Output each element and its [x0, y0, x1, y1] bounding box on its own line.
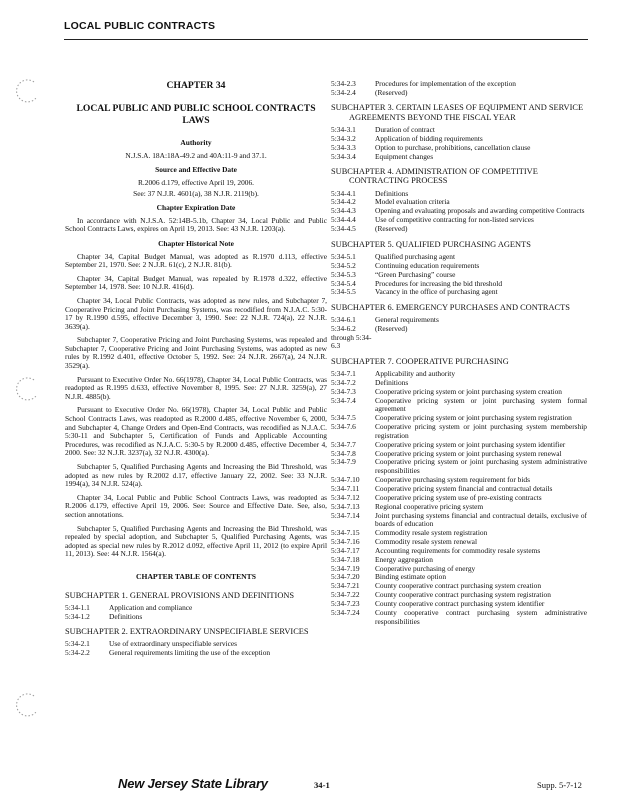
- section-number: 5:34-6.1: [331, 315, 356, 325]
- subchapter-title: SUBCHAPTER 3. CERTAIN LEASES OF EQUIPMENT AND SERVICE AGREEMENTS BEYOND THE FISCAL YEAR: [331, 103, 584, 122]
- history-paragraph: Pursuant to Executive Order No. 66(1978), Chapter 34, Local Public Contracts, was readopted as R.1995 d.633, effective November 8, 1995. See: 27 N.J.R. 3259(a), 27 N.J.R. 4885(b).: [65, 374, 327, 401]
- section-title: Energy aggregation: [375, 554, 433, 564]
- section-title: Application and compliance: [109, 602, 193, 612]
- section-number: 5:34-5.2: [331, 260, 356, 270]
- page-footer: [0, 776, 618, 796]
- toc-title: CHAPTER TABLE OF CONTENTS: [136, 571, 256, 581]
- section-title: (Reserved): [375, 224, 408, 234]
- section-title: County cooperative contract purchasing system registration: [375, 590, 551, 600]
- section-title: Option to purchase, prohibitions, cancellation clause: [375, 142, 531, 152]
- section-number: 5:34-2.2: [65, 648, 90, 658]
- section-line: See: 37 N.J.R. 4601(a), 38 N.J.R. 2119(b).: [133, 188, 259, 198]
- punch-hole-icon: [14, 78, 40, 104]
- page-number: 34-1: [314, 780, 330, 790]
- toc-entry: [331, 80, 587, 89]
- section-title: Continuing education requirements: [375, 260, 480, 270]
- section-title: Model evaluation criteria: [375, 197, 450, 207]
- section-title: Cooperative purchasing of energy: [375, 563, 476, 573]
- section-number: 5:34-3.3: [331, 142, 356, 152]
- section-title: Equipment changes: [375, 151, 434, 161]
- section-number: 5:34-7.23: [331, 599, 360, 609]
- toc-entry: [331, 288, 587, 297]
- section-number: 5:34-2.3: [331, 79, 356, 88]
- section-heading: Source and Effective Date: [155, 165, 237, 175]
- section-title: Joint purchasing systems financial and contractual details, exclusive of boards of education: [375, 510, 587, 529]
- section-title: Qualified purchasing agent: [375, 251, 456, 261]
- section-title: Use of competitive contracting for non-listed services: [375, 215, 534, 225]
- section-number: 5:34-7.6: [331, 422, 356, 432]
- toc-entry: [331, 547, 587, 556]
- left-column: [65, 80, 327, 658]
- section-title: Regional cooperative pricing system: [375, 501, 484, 511]
- history-paragraph: Chapter 34, Local Public and Public School Contracts Laws, was readopted as R.2006 d.179, effective April 19, 2006. See: Source and Effective Date. See, also, section annotations.: [65, 492, 327, 519]
- subchapter-title: SUBCHAPTER 4. ADMINISTRATION OF COMPETITIVE CONTRACTING PROCESS: [331, 167, 538, 186]
- section-number: 5:34-5.4: [331, 278, 356, 288]
- section-number: 5:34-3.1: [331, 124, 356, 134]
- expiration-heading: Chapter Expiration Date: [156, 203, 236, 213]
- chapter-title: LOCAL PUBLIC AND PUBLIC SCHOOL CONTRACTS LAWS: [76, 103, 316, 126]
- toc-entry: [65, 613, 327, 622]
- toc-entry: [65, 649, 327, 658]
- history-paragraph: Chapter 34, Local Public Contracts, was adopted as new rules, and Subchapter 7, Cooperative Pricing and Joint Purchasing Systems, was recodified from N.J.A.C. 5:30-17 by R.1990 d.595, effective December 3, 1990. See: 22 N.J.R. 724(a), 22 N.J.R. 3639(a).: [65, 295, 327, 331]
- punch-hole-icon: [14, 376, 40, 402]
- section-number: 5:34-7.22: [331, 590, 360, 600]
- history-paragraph: Subchapter 7, Cooperative Pricing and Joint Purchasing Systems, was repealed and Subchapter 7, Cooperative Pricing and Joint Purchasing Systems, was adopted as new rules by R.1992 d.401, effective October 5, 1992. See: 24 N.J.R. 2667(a), 24 N.J.R. 3529(a).: [65, 335, 327, 371]
- section-line: R.2006 d.179, effective April 19, 2006.: [137, 177, 255, 187]
- toc-entry: [331, 458, 587, 475]
- section-title: Cooperative pricing system or joint purchasing system registration: [375, 413, 572, 423]
- section-title: Binding estimate option: [375, 572, 447, 582]
- history-paragraph: Subchapter 5, Qualified Purchasing Agents and Increasing the Bid Threshold, was adopted as new rules by R.2002 d.17, effective January 22, 2002. See: 33 N.J.R. 1994(a), 34 N.J.R. 524(a).: [65, 462, 327, 489]
- section-number: 5:34-7.11: [331, 483, 360, 493]
- history-paragraph: Chapter 34, Capital Budget Manual, was repealed by R.1978 d.322, effective September 14, 1978. See: 10 N.J.R. 416(d).: [65, 273, 327, 292]
- section-number: 5:34-4.2: [331, 197, 356, 207]
- section-line: N.J.S.A. 18A:18A-49.2 and 40A:11-9 and 37.1.: [125, 150, 267, 160]
- section-number: 5:34-5.3: [331, 269, 356, 279]
- section-number: 5:34-7.2: [331, 378, 356, 388]
- section-title: Commodity resale system registration: [375, 528, 488, 537]
- section-number: 5:34-7.15: [331, 528, 360, 537]
- toc-entry: [331, 262, 587, 271]
- section-number: 5:34-4.1: [331, 188, 356, 198]
- toc-entry: [65, 604, 327, 613]
- section-title: Cooperative pricing system or joint purchasing system administrative responsibilities: [375, 457, 587, 476]
- subchapter-title: SUBCHAPTER 1. GENERAL PROVISIONS AND DEFINITIONS: [65, 590, 295, 600]
- section-title: Applicability and authority: [375, 369, 456, 379]
- toc-right: [331, 103, 587, 626]
- section-number: 5:34-4.4: [331, 215, 356, 225]
- section-title: County cooperative contract purchasing system identifier: [375, 599, 545, 609]
- section-number: 5:34-7.4: [331, 395, 356, 405]
- toc-entry: [331, 556, 587, 565]
- section-number: 5:34-7.19: [331, 563, 360, 573]
- toc-entry: [331, 503, 587, 512]
- toc-entry: [331, 441, 587, 450]
- section-title: Cooperative purchasing system requirement for bids: [375, 474, 530, 484]
- section-number: 5:34-3.2: [331, 133, 356, 143]
- section-number: 5:34-5.5: [331, 287, 356, 297]
- section-title: Cooperative pricing system or joint purchasing system membership registration: [375, 422, 587, 440]
- toc-entry: [331, 512, 587, 529]
- section-number: 5:34-7.12: [331, 492, 360, 502]
- section-number: 5:34-7.1: [331, 369, 356, 379]
- punch-hole-icon: [14, 692, 40, 718]
- section-title: Procedures for increasing the bid threshold: [375, 278, 503, 288]
- toc-entry: [331, 316, 587, 325]
- section-number: 5:34-3.4: [331, 151, 356, 161]
- section-number: 5:34-2.1: [65, 639, 90, 649]
- section-title: Procedures for implementation of the exception: [375, 79, 516, 88]
- section-title: Definitions: [375, 378, 409, 388]
- section-number: 5:34-7.18: [331, 554, 360, 564]
- section-title: Cooperative pricing system use of pre-existing contracts: [375, 492, 542, 502]
- section-title: Vacancy in the office of purchasing agent: [375, 287, 498, 297]
- toc-entry: [331, 609, 587, 626]
- section-title: Opening and evaluating proposals and awarding competitive Contracts: [375, 206, 585, 216]
- section-title: Definitions: [109, 611, 143, 621]
- toc-left: [65, 591, 327, 658]
- history-notes: [65, 253, 327, 559]
- toc-entry: [331, 325, 587, 351]
- toc-entry: [331, 153, 587, 162]
- section-title: County cooperative contract purchasing system creation: [375, 581, 542, 591]
- section-number: 5:34-7.8: [331, 448, 356, 458]
- section-heading: Authority: [180, 138, 212, 148]
- section-number: 5:34-1.1: [65, 602, 90, 612]
- section-title: Cooperative pricing system or joint purchasing system identifier: [375, 439, 566, 449]
- section-number: 5:34-7.14: [331, 510, 360, 520]
- section-title: Cooperative pricing system financial and contractual details: [375, 483, 553, 493]
- section-title: Duration of contract: [375, 124, 435, 134]
- header-rule: [64, 39, 588, 40]
- section-number: 5:34-5.1: [331, 251, 356, 261]
- section-number: 5:34-6.2 through 5:34-6.3: [331, 324, 372, 351]
- supplement-date: Supp. 5-7-12: [537, 780, 582, 790]
- section-title: “Green Purchasing” course: [375, 269, 456, 279]
- right-column: [331, 80, 587, 627]
- running-header: LOCAL PUBLIC CONTRACTS: [64, 20, 216, 32]
- section-number: 5:34-7.17: [331, 545, 360, 555]
- section-title: General requirements limiting the use of the exception: [109, 648, 271, 658]
- section-title: County cooperative contract purchasing system administrative responsibilities: [375, 608, 587, 626]
- toc-entry: [331, 423, 587, 440]
- history-paragraph: Subchapter 5, Qualified Purchasing Agents and Increasing the Bid Threshold, was repealed by special adoption, and Subchapter 5, Qualified Purchasing Agents, was adopted as special new rules by R.2012 d.092, effective April 11, 2012 (to expire April 11, 2013). See: 44 N.J.R. 1564(a).: [65, 523, 327, 559]
- expiration-text: In accordance with N.J.S.A. 52:14B-5.1b, Chapter 34, Local Public and Public School Contracts Laws, expires on April 19, 2013. See: 43 N.J.R. 1203(a).: [65, 215, 327, 234]
- section-number: 5:34-7.16: [331, 536, 360, 546]
- section-title: Commodity resale system renewal: [375, 536, 478, 546]
- section-title: Cooperative pricing system or joint purchasing system formal agreement: [375, 395, 587, 414]
- subchapter-title: SUBCHAPTER 7. COOPERATIVE PURCHASING: [331, 356, 509, 366]
- section-title: Accounting requirements for commodity resale systems: [375, 545, 541, 555]
- section-number: 5:34-1.2: [65, 611, 90, 621]
- section-number: 5:34-2.4: [331, 87, 356, 97]
- section-title: Definitions: [375, 188, 409, 198]
- section-title: Use of extraordinary unspecifiable services: [109, 639, 238, 649]
- toc-entry: [331, 89, 587, 98]
- section-number: 5:34-7.3: [331, 386, 356, 396]
- toc-entry: [331, 271, 587, 280]
- toc-entry: [331, 397, 587, 414]
- section-title: Cooperative pricing system or joint purchasing system creation: [375, 386, 562, 396]
- chapter-number: CHAPTER 34: [166, 80, 226, 91]
- section-title: (Reserved): [375, 87, 408, 97]
- toc-entry: [331, 225, 587, 234]
- history-heading: Chapter Historical Note: [158, 238, 234, 248]
- library-logo: New Jersey State Library: [118, 776, 268, 791]
- toc-entry: [331, 216, 587, 225]
- section-number: 5:34-7.20: [331, 572, 360, 582]
- history-paragraph: Pursuant to Executive Order No. 66(1978), Chapter 34, Local Public and Public School Contracts Laws, was readopted as R.2000 d.485, effective November 6, 2000, and Subchapter 4, Change Orders and Open-End Contracts, was recodified as N.J.A.C. 5:30-11 and Subchapter 5, Certification of Funds and Applicable Accounting Procedures, was recodified as N.J.A.C. 5:30-5 by R.2000 d.485, effective December 4, 2000. See: 32 N.J.R. 3237(a), 32 N.J.R. 4300(a).: [65, 405, 327, 458]
- source-sections: [65, 139, 327, 198]
- toc-entry: [331, 370, 587, 379]
- history-paragraph: Chapter 34, Capital Budget Manual, was adopted as R.1970 d.113, effective September 21, 1970. See: 2 N.J.R. 61(c), 2 N.J.R. 81(b).: [65, 251, 327, 270]
- section-number: 5:34-7.21: [331, 581, 360, 591]
- toc-entry: [331, 144, 587, 153]
- section-number: 5:34-4.3: [331, 206, 356, 216]
- section-title: Application of bidding requirements: [375, 133, 483, 143]
- section-title: (Reserved): [375, 324, 408, 334]
- subchapter-title: SUBCHAPTER 6. EMERGENCY PURCHASES AND CONTRACTS: [331, 303, 570, 313]
- section-number: 5:34-7.13: [331, 501, 360, 511]
- subchapter-title: SUBCHAPTER 2. EXTRAORDINARY UNSPECIFIABLE SERVICES: [65, 627, 309, 637]
- section-title: Cooperative pricing system or joint purchasing system renewal: [375, 448, 562, 458]
- section-number: 5:34-7.5: [331, 413, 356, 423]
- section-number: 5:34-7.10: [331, 474, 360, 484]
- section-title: General requirements: [375, 315, 439, 325]
- section-number: 5:34-7.7: [331, 439, 356, 449]
- toc-entry: [331, 565, 587, 574]
- section-number: 5:34-7.9: [331, 457, 356, 467]
- toc-continued: [331, 80, 587, 97]
- section-number: 5:34-4.5: [331, 224, 356, 234]
- section-number: 5:34-7.24: [331, 608, 360, 618]
- toc-entry: [331, 190, 587, 199]
- subchapter-title: SUBCHAPTER 5. QUALIFIED PURCHASING AGENTS: [331, 239, 531, 249]
